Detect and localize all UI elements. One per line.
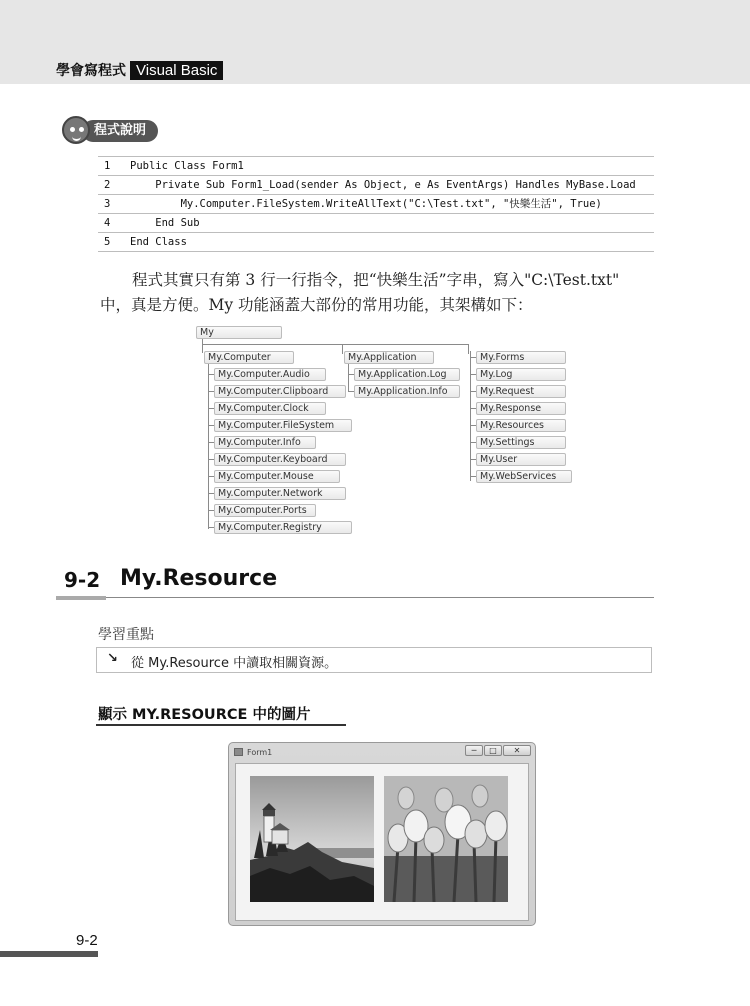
code-line: [98, 194, 654, 213]
code-text: My.Computer.FileSystem.WriteAllText("C:\Test.txt", "快樂生活", True): [130, 198, 602, 210]
code-line: [98, 232, 654, 252]
subsection-underline: [96, 724, 346, 726]
section-rule-accent: [56, 596, 106, 600]
tree-connector: [342, 344, 343, 354]
key-point-item: 從 My.Resource 中讀取相關資源。: [131, 656, 338, 671]
tree-node-my-item: My.WebServices: [476, 470, 572, 483]
lighthouse-image: [250, 776, 374, 902]
tree-node-my-item: My.Response: [476, 402, 566, 415]
lighthouse-picture: [250, 776, 374, 902]
tree-node-my-item: My.Forms: [476, 351, 566, 364]
mascot-icon: [62, 116, 90, 144]
tree-node-computer-item: My.Computer.Registry: [214, 521, 352, 534]
tree-node-computer-item: My.Computer.FileSystem: [214, 419, 352, 432]
section-rule: [106, 597, 654, 598]
tree-node-computer-item: My.Computer.Clock: [214, 402, 326, 415]
tree-node-computer: My.Computer: [204, 351, 294, 364]
tree-node-computer-item: My.Computer.Info: [214, 436, 316, 449]
subsection-title: 顯示 MY.RESOURCE 中的圖片: [98, 707, 311, 723]
section-title: My.Resource: [120, 566, 278, 591]
book-title-cn: 學會寫程式: [56, 63, 126, 79]
code-line: [98, 175, 654, 194]
book-title: [56, 60, 223, 80]
tree-node-computer-item: My.Computer.Ports: [214, 504, 316, 517]
tree-node-application-item: My.Application.Log: [354, 368, 460, 381]
line-number: 2: [104, 179, 111, 191]
tree-node-my-item: My.Request: [476, 385, 566, 398]
paragraph-line-1: 程式其實只有第 3 行一行指令，把“快樂生活”字串，寫入"C:\Test.txt": [132, 271, 620, 289]
section-number: 9-2: [64, 568, 101, 592]
tree-node-application-item: My.Application.Info: [354, 385, 460, 398]
window-title: Form1: [247, 748, 273, 757]
key-points-heading: 學習重點: [98, 627, 154, 643]
window-icon: [234, 748, 243, 756]
arrow-icon: ↘: [107, 651, 118, 666]
tree-node-my-item: My.User: [476, 453, 566, 466]
close-button[interactable]: ✕: [503, 745, 531, 756]
body-paragraph: [100, 268, 660, 318]
code-line: [98, 156, 654, 175]
code-line: [98, 213, 654, 232]
maximize-button[interactable]: □: [484, 745, 502, 756]
line-number: 3: [104, 198, 111, 210]
tree-node-computer-item: My.Computer.Clipboard: [214, 385, 346, 398]
tree-connector: [202, 344, 468, 345]
page-number: 9-2: [76, 932, 98, 949]
tree-node-my-item: My.Resources: [476, 419, 566, 432]
tree-connector: [470, 351, 471, 481]
code-text: Private Sub Form1_Load(sender As Object, e As EventArgs) Handles MyBase.Load: [130, 179, 636, 191]
tree-node-my-item: My.Settings: [476, 436, 566, 449]
my-namespace-tree: [196, 326, 576, 538]
minimize-button[interactable]: ─: [465, 745, 483, 756]
tree-connector: [348, 364, 349, 392]
window-client-area: [235, 763, 529, 921]
code-text: Public Class Form1: [130, 160, 244, 172]
tree-root: My: [196, 326, 282, 339]
code-text: End Sub: [130, 217, 200, 229]
tree-node-computer-item: My.Computer.Mouse: [214, 470, 340, 483]
line-number: 4: [104, 217, 111, 229]
line-number: 1: [104, 160, 111, 172]
code-text: End Class: [130, 236, 187, 248]
key-points-box: [96, 647, 652, 673]
tree-node-computer-item: My.Computer.Keyboard: [214, 453, 346, 466]
tree-node-computer-item: My.Computer.Network: [214, 487, 346, 500]
tulips-image: [384, 776, 508, 902]
page-number-bar: [0, 951, 98, 957]
book-title-en: Visual Basic: [130, 61, 223, 80]
tree-node-my-item: My.Log: [476, 368, 566, 381]
tree-node-application: My.Application: [344, 351, 434, 364]
tree-connector: [208, 364, 209, 529]
tulips-picture: [384, 776, 508, 902]
badge-label: 程式說明: [82, 120, 158, 142]
tree-connector: [202, 339, 203, 353]
line-number: 5: [104, 236, 111, 248]
tree-node-computer-item: My.Computer.Audio: [214, 368, 326, 381]
paragraph-line-2: 中，真是方便。My 功能涵蓋大部份的常用功能，其架構如下：: [100, 296, 533, 314]
form1-window: [228, 742, 536, 926]
code-listing: [98, 156, 654, 252]
tree-connector: [468, 344, 469, 354]
